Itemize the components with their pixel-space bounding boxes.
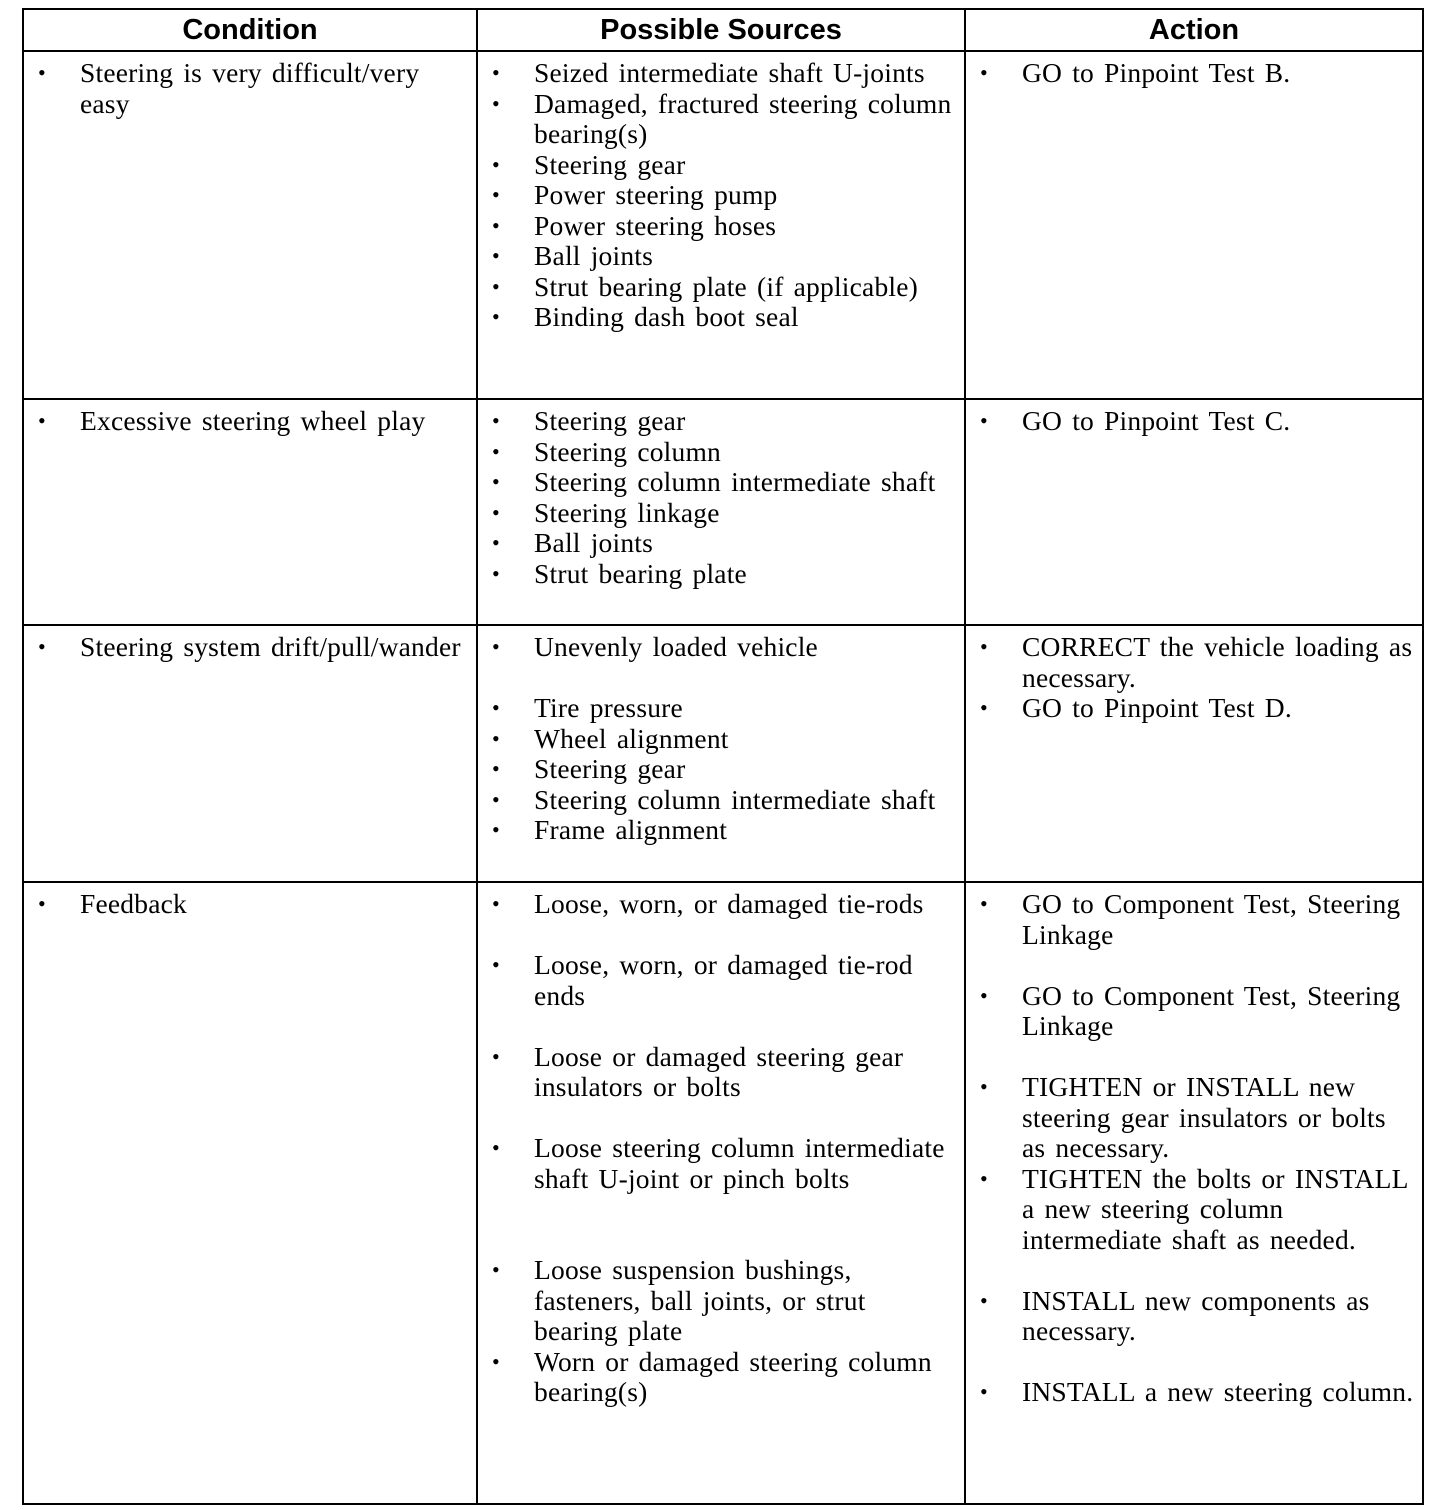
condition-item: • Steering system drift/pull/wander <box>24 632 468 663</box>
condition-cell <box>23 882 477 1504</box>
source-item: • Binding dash boot seal <box>478 302 956 333</box>
source-item: • Strut bearing plate <box>478 559 956 590</box>
source-item: • Loose steering column intermediate shaft U-joint or pinch bolts <box>478 1133 956 1194</box>
table-row <box>23 399 1423 625</box>
source-item: • Power steering hoses <box>478 211 956 242</box>
source-item: • Steering column <box>478 437 956 468</box>
action-item: • TIGHTEN the bolts or INSTALL a new steering column intermediate shaft as needed. <box>966 1164 1414 1256</box>
source-item: • Seized intermediate shaft U-joints <box>478 58 956 89</box>
source-item: • Tire pressure <box>478 693 956 724</box>
source-item: • Worn or damaged steering column bearing(s) <box>478 1347 956 1408</box>
condition-item: • Steering is very difficult/very easy <box>24 58 468 119</box>
action-item: • GO to Pinpoint Test B. <box>966 58 1414 89</box>
source-item: • Strut bearing plate (if applicable) <box>478 272 956 303</box>
source-item: • Ball joints <box>478 241 956 272</box>
table-row <box>23 51 1423 399</box>
source-item: • Steering column intermediate shaft <box>478 785 956 816</box>
source-item: • Wheel alignment <box>478 724 956 755</box>
table-row <box>23 882 1423 1504</box>
action-item: • GO to Pinpoint Test C. <box>966 406 1414 437</box>
header-action: Action <box>965 9 1423 51</box>
source-item: • Damaged, fractured steering column bearing(s) <box>478 89 956 150</box>
source-item: • Loose, worn, or damaged tie-rods <box>478 889 956 920</box>
action-item: • GO to Component Test, Steering Linkage <box>966 981 1414 1042</box>
source-item: • Ball joints <box>478 528 956 559</box>
action-cell <box>965 882 1423 1504</box>
action-cell <box>965 399 1423 625</box>
condition-item: • Excessive steering wheel play <box>24 406 468 437</box>
action-item: • GO to Component Test, Steering Linkage <box>966 889 1414 950</box>
table-row <box>23 625 1423 882</box>
sources-cell <box>477 51 965 399</box>
source-item: • Loose suspension bushings, fasteners, ball joints, or strut bearing plate <box>478 1255 956 1347</box>
diagnosis-table <box>22 8 1424 1505</box>
source-item: • Loose or damaged steering gear insulators or bolts <box>478 1042 956 1103</box>
source-item: • Frame alignment <box>478 815 956 846</box>
action-item: • CORRECT the vehicle loading as necessary. <box>966 632 1414 693</box>
action-cell <box>965 625 1423 882</box>
header-possible-sources: Possible Sources <box>477 9 965 51</box>
source-item: • Steering gear <box>478 150 956 181</box>
source-item: • Power steering pump <box>478 180 956 211</box>
sources-cell <box>477 625 965 882</box>
condition-cell <box>23 399 477 625</box>
action-item: • TIGHTEN or INSTALL new steering gear insulators or bolts as necessary. <box>966 1072 1414 1164</box>
header-condition: Condition <box>23 9 477 51</box>
action-cell <box>965 51 1423 399</box>
source-item: • Steering gear <box>478 406 956 437</box>
sources-cell <box>477 399 965 625</box>
source-item: • Steering linkage <box>478 498 956 529</box>
sources-cell <box>477 882 965 1504</box>
source-item: • Loose, worn, or damaged tie-rod ends <box>478 950 956 1011</box>
condition-cell <box>23 625 477 882</box>
source-item: • Steering gear <box>478 754 956 785</box>
header-row <box>23 9 1423 51</box>
condition-item: • Feedback <box>24 889 468 920</box>
condition-cell <box>23 51 477 399</box>
source-item: • Steering column intermediate shaft <box>478 467 956 498</box>
action-item: • INSTALL new components as necessary. <box>966 1286 1414 1347</box>
source-item: • Unevenly loaded vehicle <box>478 632 956 663</box>
action-item: • GO to Pinpoint Test D. <box>966 693 1414 724</box>
action-item: • INSTALL a new steering column. <box>966 1377 1414 1408</box>
